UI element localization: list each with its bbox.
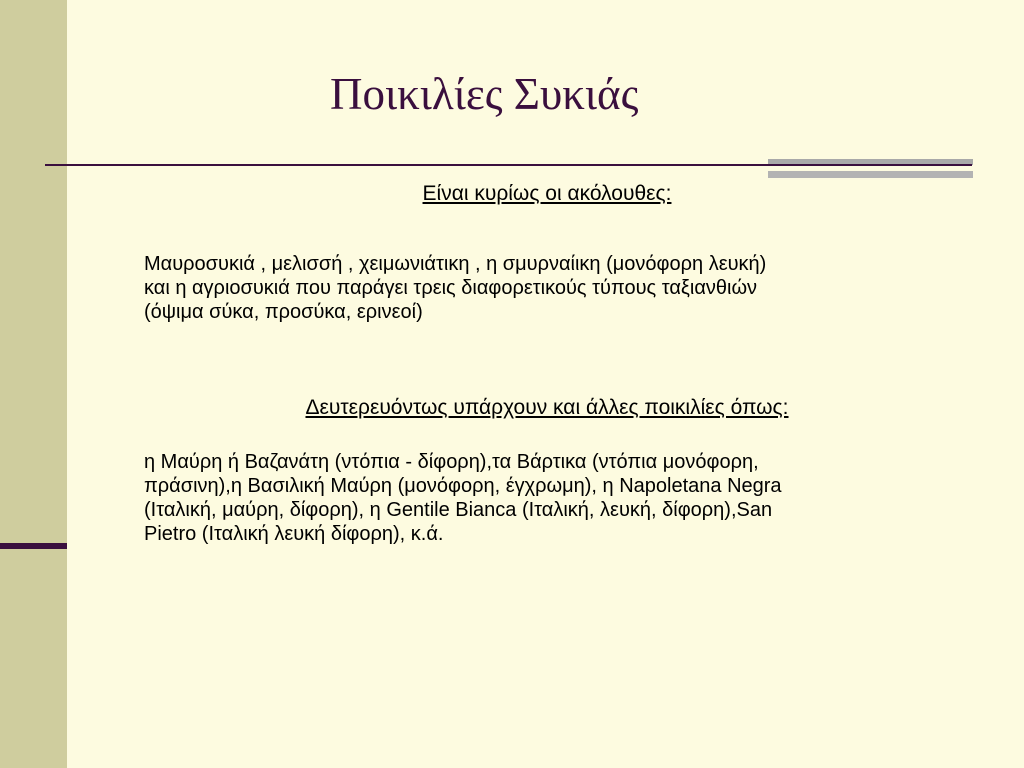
paragraph-line: Pietro (Ιταλική λευκή δίφορη), κ.ά.	[144, 523, 444, 545]
paragraph-line: (Ιταλική, μαύρη, δίφορη), η Gentile Bianca (Ιταλική, λευκή, δίφορη),San	[144, 499, 773, 521]
paragraph-line: (όψιμα σύκα, προσύκα, ερινεοί)	[144, 301, 423, 323]
section-heading-other-varieties: Δευτερευόντως υπάρχουν και άλλες ποικιλίες όπως:	[305, 396, 789, 419]
paragraph-line: Μαυροσυκιά , μελισσή , χειμωνιάτικη , η σμυρναίικη (μονόφορη λευκή)	[144, 253, 767, 275]
paragraph-line: και η αγριοσυκιά που παράγει τρεις διαφορετικούς τύπους ταξιανθιών	[144, 277, 758, 299]
left-decorative-band	[0, 0, 67, 768]
gray-decorative-bar-bottom	[768, 171, 973, 178]
section-heading-main-varieties: Είναι κυρίως οι ακόλουθες:	[422, 182, 672, 205]
paragraph-line: πράσινη),η Βασιλική Μαύρη (μονόφορη, έγχρωμη), η Napoletana Negra	[144, 475, 782, 497]
slide-title: Ποικιλίες Συκιάς	[330, 69, 639, 119]
title-divider	[45, 164, 972, 166]
paragraph-line: η Μαύρη ή Βαζανάτη (ντόπια - δίφορη),τα Βάρτικα (ντόπια μονόφορη,	[144, 451, 759, 473]
left-accent-line	[0, 543, 67, 549]
